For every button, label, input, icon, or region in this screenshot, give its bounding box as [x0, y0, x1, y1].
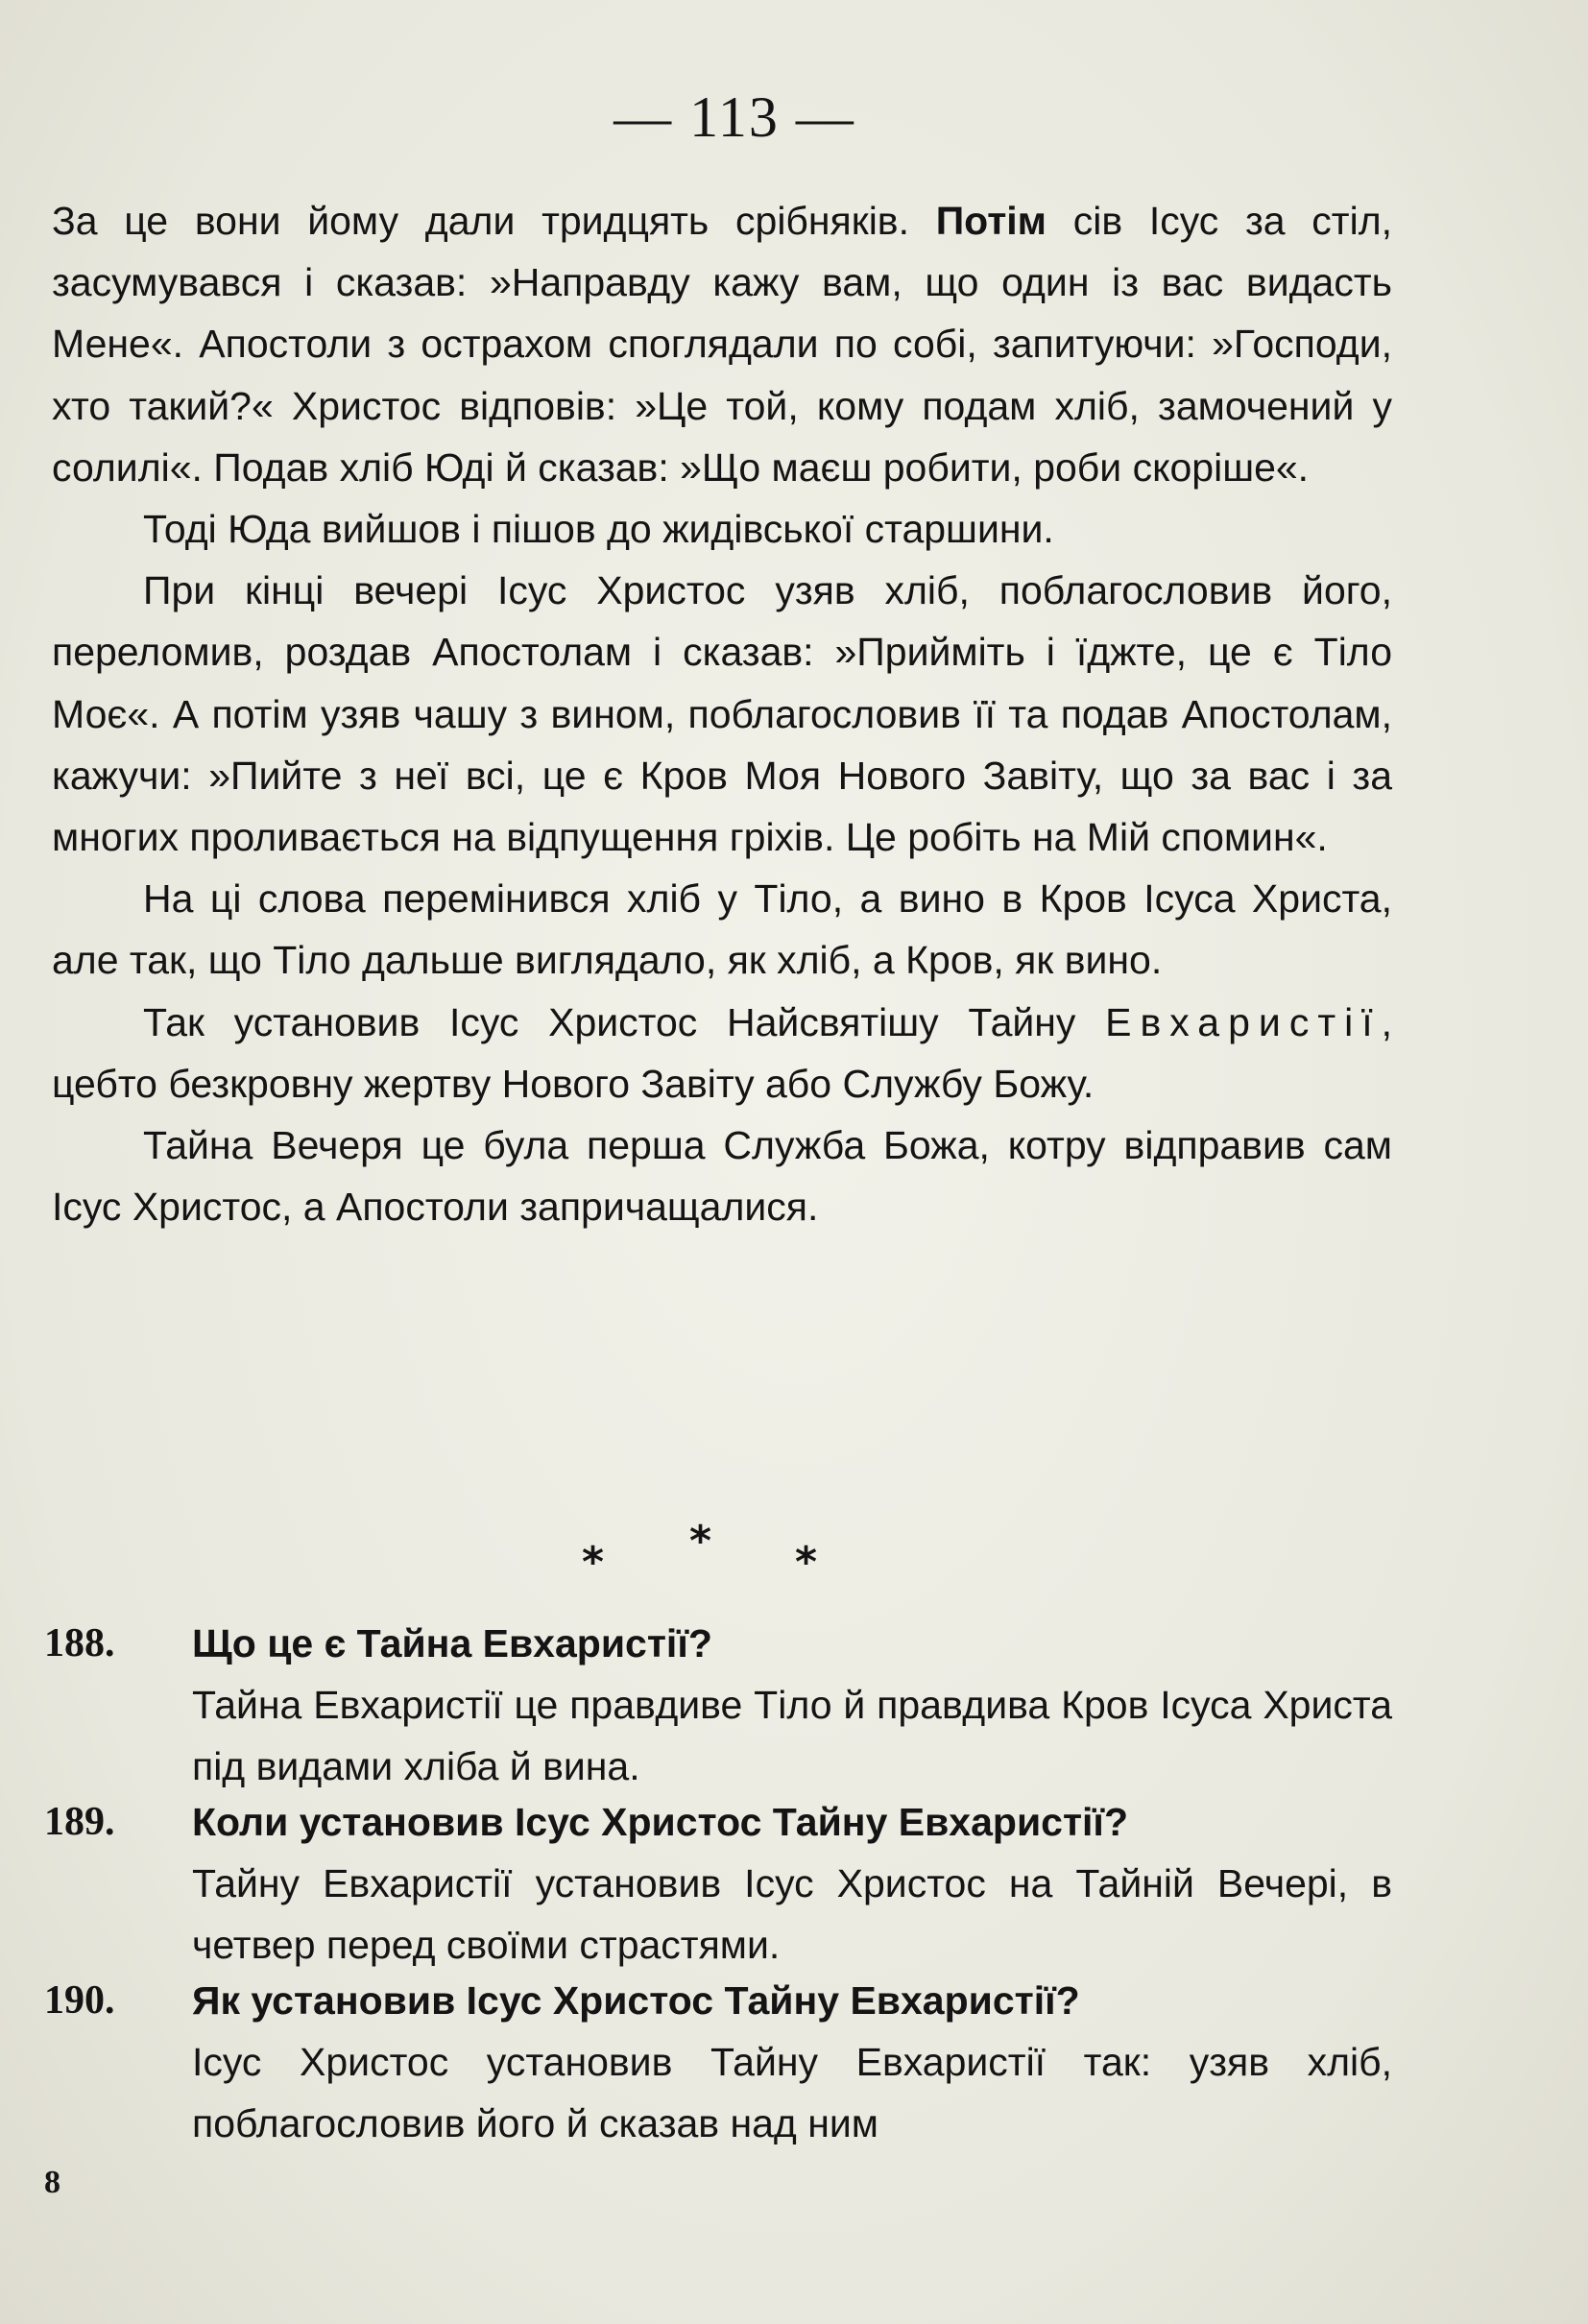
text-segment: При кінці вечері Ісус Христос узяв хліб, поблагословив його, переломив, роздав Апостолам і сказав: »Прийміть і їджте, це є Тіло Моє«. А потім узяв чашу з вином, поблагословив її та подав Апостолам, кажучи: »Пийте з неї всі, це є Кров Моя Нового Завіту, що за вас і за многих проливається на відпущення гріхів. Це робіть на Мій спомин«.: [52, 568, 1392, 860]
paragraph: [52, 498, 1392, 560]
question-number: 190.: [44, 1978, 115, 2023]
text-segment: Тоді Юда вийшов і пішов до жидівської старшини.: [143, 507, 1054, 552]
qa-item: [44, 1791, 1392, 1977]
asterisk: *: [689, 1517, 712, 1566]
paragraph: [52, 560, 1392, 868]
text-segment: Так установив Ісус Христос Найсвятішу Тайну: [143, 999, 1106, 1044]
main-text: [52, 190, 1392, 1237]
text-segment: сів Ісус за стіл, засумувався і сказав: »Направду кажу вам, що один із вас видасть Мене«. Апостоли з острахом споглядали по собі, запитуючи: »Господи, хто такий?« Христос відповів: »Це той, кому подам хліб, замочений у солилі«. Подав хліб Юді й сказав: »Що маєш робити, роби скоріше«.: [52, 199, 1393, 490]
page-number: — 113 —: [614, 85, 855, 149]
paragraph: [52, 190, 1392, 498]
text-segment: Потім: [935, 199, 1047, 243]
asterisk: *: [795, 1538, 818, 1587]
question-number: 188.: [44, 1621, 115, 1665]
asterism-separator: [547, 1517, 854, 1603]
paragraph: [52, 868, 1392, 991]
question-text: Коли установив Ісус Христос Тайну Евхаристії?: [192, 1800, 1129, 1844]
text-segment-spaced: Евхаристії: [1105, 999, 1382, 1044]
asterisk: *: [582, 1538, 605, 1587]
question-text: Що це є Тайна Евхаристії?: [192, 1621, 712, 1665]
qa-item: [44, 1613, 1392, 1798]
qa-item: [44, 1970, 1392, 2155]
signature-mark: 8: [44, 2165, 60, 2200]
text-segment: На ці слова перемінився хліб у Тіло, а вино в Кров Ісуса Христа, але так, що Тіло дальше виглядало, як хліб, а Кров, як вино.: [52, 876, 1392, 983]
question-text: Як установив Ісус Христос Тайну Евхаристії?: [192, 1978, 1080, 2023]
text-segment: За це вони йому дали тридцять срібняків.: [52, 199, 936, 243]
question-number: 189.: [44, 1800, 115, 1844]
text-segment: , цебто безкровну жертву Нового Завіту або Службу Божу.: [52, 999, 1392, 1106]
answer-text: Ісус Христос установив Тайну Евхаристії так: узяв хліб, поблагословив його й сказав над ним: [192, 2040, 1392, 2146]
answer-text: Тайна Евхаристії це правдиве Тіло й правдива Кров Ісуса Христа під видами хліба й вина.: [192, 1683, 1392, 1789]
answer-text: Тайну Евхаристії установив Ісус Христос на Тайній Вечері, в четвер перед своїми страстями.: [192, 1861, 1392, 1968]
text-segment: Тайна Вечеря це була перша Служба Божа, котру відправив сам Ісус Христос, а Апостоли запричащалися.: [52, 1123, 1392, 1230]
paragraph: [52, 992, 1392, 1114]
paragraph: [52, 1114, 1392, 1237]
